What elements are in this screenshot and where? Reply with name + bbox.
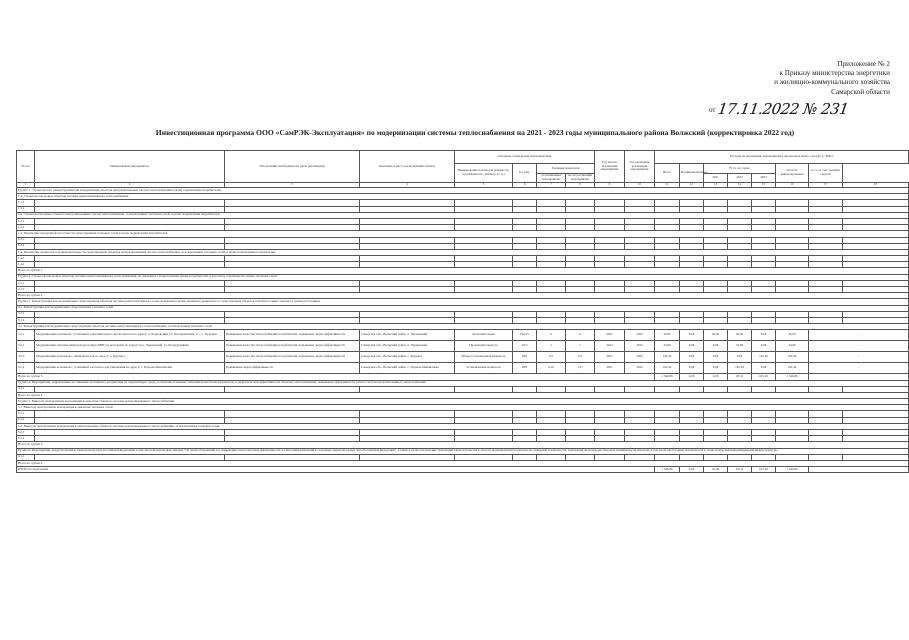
table-row [17, 330, 909, 341]
header-indicator-value: Значение показателя [537, 164, 595, 174]
cell-y22: 34,90 [728, 341, 752, 352]
cell-y21: 0,00 [704, 352, 728, 363]
total-pir: 0,00 [680, 374, 704, 380]
cell-ind: Общая установленная мощность [455, 352, 513, 363]
cell-ind: Производительность [455, 341, 513, 352]
header-year-2021: 2021 [704, 174, 728, 183]
total-pir: 0,00 [680, 467, 704, 473]
header-tech-group: Основные технические характеристики [455, 151, 595, 164]
cell-pir: 0,00 [680, 330, 704, 341]
cell-just: Повышение качества теплоснабжения потребителей, повышение энергоэффективности [225, 330, 360, 341]
section-title: 1.2. Строительство иных объектов централизованных систем теплоснабжения, за исключением тепловых сетей, в целях подключения потребителей [17, 212, 909, 218]
column-number: 13 [704, 183, 728, 188]
header-indicator-name: Наименование показателя (мощность, протяженность, диаметр и т.п.) [455, 164, 513, 183]
section-title: Всего по группе 5 [17, 442, 909, 448]
attachment-line-1: Приложение № 2 [837, 60, 890, 68]
column-number: 1 [17, 183, 35, 188]
cell-after: 1,57 [566, 363, 595, 374]
row-number: 1.2.1 [17, 218, 35, 224]
date-from-label: от [709, 106, 716, 114]
header-cost-group: Расходы на реализацию мероприятий в прогнозных ценах, тыс.руб. (с НДС) [655, 151, 909, 164]
cell-rem: 192,44 [776, 363, 809, 374]
section-title: Всего по группе 6 [17, 460, 909, 466]
header-end-year: Год окончания реализации мероприятия [625, 151, 655, 183]
column-number: 9 [595, 183, 625, 188]
section-title: 3.2. Реконструкция или модернизация существующих объектов системы централизованного теплоснабжения, за исключением тепловых сетей [17, 324, 909, 330]
row-number: 5.2.1 [17, 430, 35, 436]
cell-just: Повышение качества теплоснабжения потребителей, повышение энергоэффективности [225, 341, 360, 352]
table-row [17, 352, 909, 363]
header-by-years: В т.ч. по годам [704, 164, 776, 174]
total-row [17, 467, 909, 473]
row-number: 4.1.1 [17, 386, 35, 392]
row-number: 1.1.2 [17, 206, 35, 212]
cell-before: 6 [537, 330, 566, 341]
header-description: Описание и место расположения объекта [360, 151, 455, 183]
row-number: 1.1.1 [17, 200, 35, 206]
total-y21: 0,00 [704, 374, 728, 380]
column-number: 2 [35, 183, 225, 188]
total-y23: 615,26 [752, 374, 776, 380]
header-start-year: Год начала реализации мероприятия [595, 151, 625, 183]
cell-y22: 0,00 [728, 352, 752, 363]
cell-after: 0,5 [566, 352, 595, 363]
cell-pir: 0,00 [680, 341, 704, 352]
cell-unit: кВт [513, 363, 537, 374]
column-number: 18 [843, 183, 909, 188]
cell-pir: 0,00 [680, 363, 704, 374]
cell-y21: 36,00 [704, 330, 728, 341]
section-title: Всего по группе 2 [17, 293, 909, 299]
cell-pir: 0,00 [680, 352, 704, 363]
cell-name: Модернизация котельной с заменой котлов по адресу: с. Курумоч [35, 352, 225, 363]
header-year-2023: 2023 [752, 174, 776, 183]
attachment-block [690, 60, 890, 97]
cell-y23: 0,00 [752, 363, 776, 374]
cell-e: 2022 [625, 330, 655, 341]
row-number: 1.2.2 [17, 225, 35, 231]
cell-num: 3.2.3 [17, 352, 35, 363]
attachment-line-4: Самарской области [831, 87, 890, 96]
section-title: Всего по группе 1 [17, 268, 909, 274]
cell-after: 1 [566, 341, 595, 352]
row-number: 6.1.1 [17, 454, 35, 460]
cell-just: Повышение качества теплоснабжения потребителей, повышение энергоэффективности [225, 352, 360, 363]
row-number: 1.3.2 [17, 243, 35, 249]
cell-before: 1 [537, 341, 566, 352]
cell-ind: Дополнительная [455, 330, 513, 341]
row-number: 1.4.2 [17, 262, 35, 268]
header-name: Наименование мероприятия [35, 151, 225, 183]
section-title: Группа 5. Вывод из эксплуатации, консервация и демонтаж объектов системы централизованного теплоснабжения [17, 399, 909, 405]
header-justification: Обоснование необходимости (цель реализации) [225, 151, 360, 183]
row-number: 3.1.1 [17, 311, 35, 317]
cell-unit: кВт [513, 352, 537, 363]
cell-before: 0,10 [537, 363, 566, 374]
column-number: 17 [809, 183, 843, 188]
cell-name: Модернизация системы химводоподготовки (ХВП) на котельной по адресу: пос. Черновский, ул. Кооперативная [35, 341, 225, 352]
table-row [17, 341, 909, 352]
header-total: Всего [655, 164, 680, 183]
handwritten-date: 17.11.2022 № 231 [716, 100, 850, 118]
total-y22: 931,6 [728, 374, 752, 380]
cell-y22: 36,00 [728, 330, 752, 341]
column-number: 10 [625, 183, 655, 188]
document-title: Инвестиционная программа ООО «СамРЭК-Эксплуатация» по модернизации системы теплоснабжения на 2021 - 2023 годы муниципального района Волжский (корректировка 2022 год) [155, 128, 795, 137]
investment-table-wrapper [16, 150, 888, 473]
cell-rem: 34,90 [776, 341, 809, 352]
column-number: 4 [360, 183, 455, 188]
header-unit: Ед. изм. [513, 164, 537, 183]
column-number: 5 [455, 183, 513, 188]
section-title: 1.1. Строительство новых объектов системы централизованного теплоснабжения [17, 194, 909, 200]
row-number: 2.1.1 [17, 280, 35, 286]
row-number: 5.1.2 [17, 417, 35, 423]
cell-y23: 0,00 [752, 341, 776, 352]
cell-desc: Самарская обл., Волжский район, п. Черновский [360, 341, 455, 352]
cell-y22: 192,44 [728, 363, 752, 374]
cell-rem: 192,46 [776, 352, 809, 363]
header-after: после реализации мероприятия [566, 174, 595, 183]
cell-total: 192,44 [655, 363, 680, 374]
row-number: 1.4.1 [17, 256, 35, 262]
cell-y23: 0,00 [752, 330, 776, 341]
row-number: 5.2.2 [17, 436, 35, 442]
cell-just: Повышение энергоэффективности [225, 363, 360, 374]
cell-total: 36,00 [655, 330, 680, 341]
cell-unit: Гкал/ч [513, 330, 537, 341]
cell-borr: - [809, 363, 909, 374]
column-number: 16 [776, 183, 809, 188]
total-label: ИТОГО по программе [17, 467, 655, 473]
header-year-2022: 2022 [728, 174, 752, 183]
cell-borr: - [809, 352, 909, 363]
section-title: Группа 2. Строительство новых объектов системы централизованного теплоснабжения, не связанных с подключением новых потребителей, в том числе строительство новых тепловых сетей [17, 274, 909, 280]
investment-table [16, 150, 909, 473]
section-title: Группа 3. Реконструкция или модернизация существующих объектов системы централизованного теплоснабжения в целях снижения уровня износа существующих объектов и (или) поставки энергии от разных источников [17, 299, 909, 305]
cell-num: 3.2.2 [17, 341, 35, 352]
section-title: 3.1. Реконструкция или модернизация существующих тепловых сетей [17, 305, 909, 311]
section-title: Группа 6. Мероприятия, предусмотренные законодательством Российской Федерации, в том числе Федеральным законом "Об энергосбережении и о повышении энергетической эффективности и о внесении изменений в отдельные законодательные акты Российской Федерации", а также в целях обеспечения требований законодательства в области промышленной безопасности, пожарной безопасности, требований антитеррористической защищенности объектов, в том числе обеспечение безопасности и технологической информационной инфраструктуры [17, 448, 909, 454]
cell-e: 2022 [625, 363, 655, 374]
section-title: 5.1. Вывод из эксплуатации, консервация и демонтаж тепловых сетей [17, 405, 909, 411]
cell-rem: 36,00 [776, 330, 809, 341]
cell-y21: 0,00 [704, 341, 728, 352]
row-number: 1.3.1 [17, 237, 35, 243]
total-y22: 931,6 [728, 467, 752, 473]
cell-s: 2021 [595, 330, 625, 341]
section-title: Группа 1. Строительство, реконструкция или модернизация объектов централизованных систем теплоснабжения в целях подключения потребителей [17, 188, 909, 194]
section-title: 1.4. Увеличение мощности и производительности существующих объектов централизованных систем теплоснабжения, за исключением тепловых сетей, в целях подключения потребителей [17, 249, 909, 255]
cell-borr: - [809, 330, 909, 341]
cell-before: 0,5 [537, 352, 566, 363]
attachment-line-2: к Приказу министерства энергетики [779, 69, 890, 78]
cell-y23: 192,46 [752, 352, 776, 363]
total-total: 1 546,86 [655, 467, 680, 473]
table-body [17, 188, 909, 473]
cell-s: 2022 [595, 352, 625, 363]
column-number: 11 [655, 183, 680, 188]
column-number: 7 [537, 183, 566, 188]
cell-unit: м3/ч [513, 341, 537, 352]
header-remaining: Остаток финансирования [776, 164, 809, 183]
total-y23: 615,26 [752, 467, 776, 473]
section-title: Группа 4. Мероприятия, направленные на снижение негативного воздействия на окружающую среду, достижение плановых значений показателей надежности и энергетической эффективности объектов теплоснабжения, повышение эффективности работы систем централизованного теплоснабжения [17, 380, 909, 386]
cell-name: Модернизация котельной с установкой частотного регулирования по адресу: с. Подъем-Михайловка [35, 363, 225, 374]
row-number: 5.1.1 [17, 411, 35, 417]
cell-e: 2022 [625, 341, 655, 352]
total-borr [809, 467, 909, 473]
cell-s: 2021 [595, 363, 625, 374]
column-number: 6 [513, 183, 537, 188]
cell-num: 3.2.4 [17, 363, 35, 374]
cell-num: 3.2.1 [17, 330, 35, 341]
cell-e: 2023 [625, 352, 655, 363]
cell-desc: Самарская обл., Волжский район, с. Подъем-Михайловка [360, 363, 455, 374]
section-title: 5.2. Вывод из эксплуатации, консервация и демонтаж иных объектов системы централизованного теплоснабжения, за исключением тепловых сетей [17, 423, 909, 429]
cell-total: 34,90 [655, 341, 680, 352]
cell-s: 2022 [595, 341, 625, 352]
section-title: Всего по группе 4 [17, 392, 909, 398]
cell-total: 192,46 [655, 352, 680, 363]
section-title: 1.3. Увеличение пропускной способности существующих тепловых сетей в целях подключения потребителей [17, 231, 909, 237]
header-num: № п/п [17, 151, 35, 183]
row-number: 2.1.2 [17, 287, 35, 293]
header-before: до реализации мероприятия [537, 174, 566, 183]
header-financed: Профинансировано [680, 164, 704, 183]
column-number: 8 [566, 183, 595, 188]
table-row [17, 363, 909, 374]
cell-desc: Самарская обл., Волжский район, с. Курумоч [360, 352, 455, 363]
column-number: 15 [752, 183, 776, 188]
row-number: 3.1.2 [17, 317, 35, 323]
header-borrowed: в т.ч. за счет заемных средств [809, 164, 843, 183]
cell-name: Модернизация котельной с установкой дополнительного котлоагрегата по адресу: п. Черновский, ул. Кооперативная, д. 1, с. Курумоч [35, 330, 225, 341]
cell-desc: Самарская обл., Волжский район, п. Черновский [360, 330, 455, 341]
total-total: 1 546,86 [655, 374, 680, 380]
attachment-line-3: и жилищно-коммунального хозяйства [774, 78, 890, 87]
column-number: 14 [728, 183, 752, 188]
cell-after: 6 [566, 330, 595, 341]
cell-ind: Установленная мощность [455, 363, 513, 374]
total-rem: 1 546,86 [776, 467, 809, 473]
cell-borr: - [809, 341, 909, 352]
total-rem: 1 546,86 [776, 374, 809, 380]
column-number: 3 [225, 183, 360, 188]
total-y21: 36,00 [704, 467, 728, 473]
total-label: Всего по группе 3 [17, 374, 655, 380]
cell-y21: 0,00 [704, 363, 728, 374]
column-number: 12 [680, 183, 704, 188]
